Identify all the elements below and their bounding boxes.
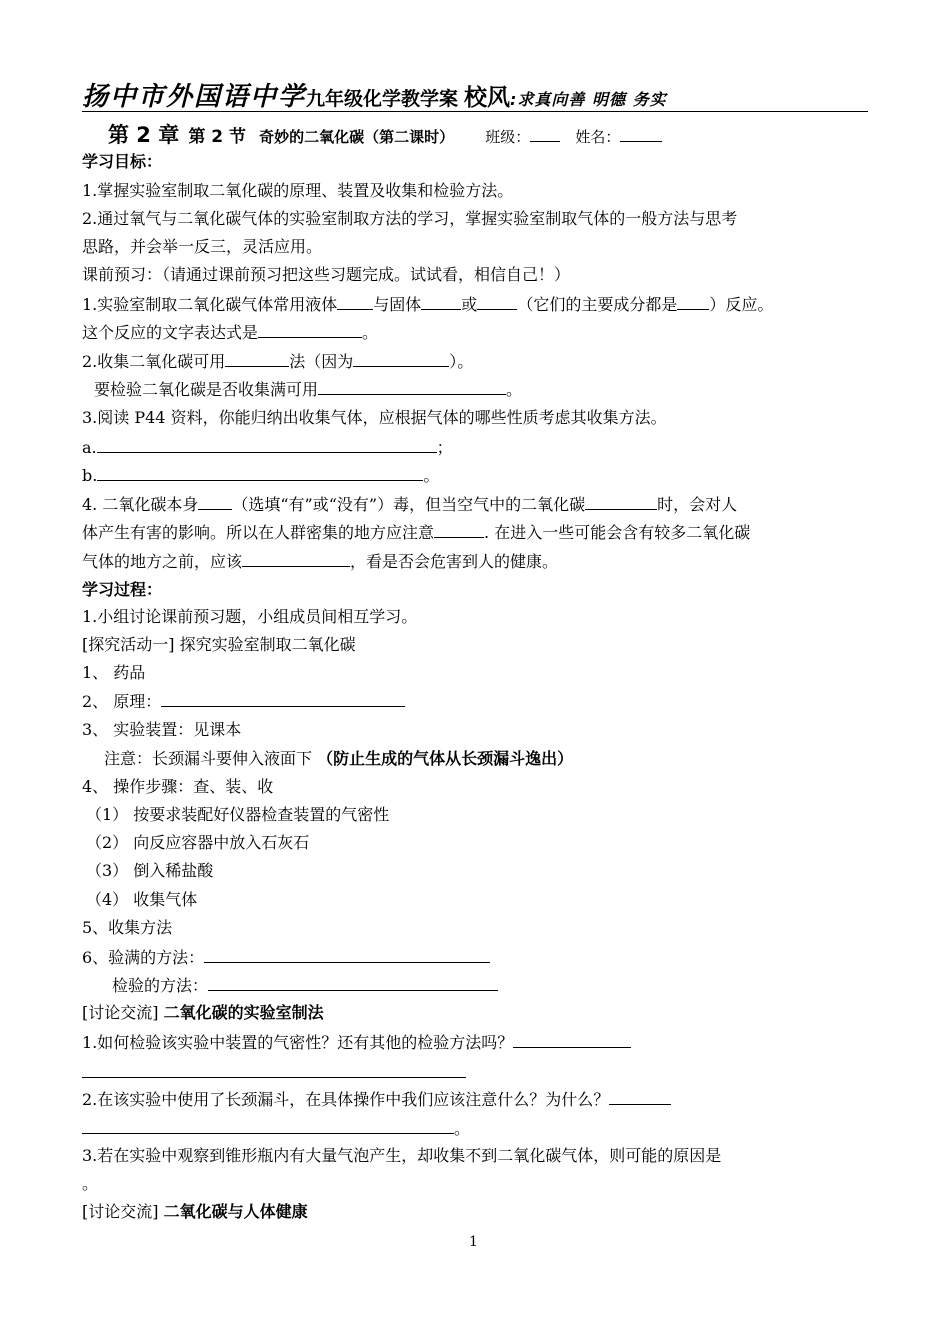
apparatus-note: [104, 749, 573, 769]
discussion-2-tag: [讨论交流]: [82, 1202, 164, 1221]
q1-text-a: 1.实验室制取二氧化碳气体常用液体: [82, 295, 338, 314]
q4-blank-ventilation[interactable]: [434, 522, 484, 538]
chapter-label: 第 2 章: [108, 123, 180, 147]
q3-a-end: ；: [436, 438, 453, 457]
preview-q2-line1: [82, 351, 473, 372]
operation-step-1: （1） 按要求装配好仪器检查装置的气密性: [86, 805, 390, 824]
q4-text-b: （选填“有”或“没有”）毒，但当空气中的二氧化碳: [232, 495, 586, 514]
verify-label: 检验的方法：: [112, 976, 209, 995]
objective-2-line2: 思路，并会举一反三，灵活应用。: [82, 237, 323, 256]
discussion-q2-end: 。: [454, 1119, 471, 1138]
full-test-blank[interactable]: [204, 947, 490, 963]
q1-text-b: 与固体: [373, 295, 422, 314]
page-number: 1: [469, 1234, 478, 1250]
q1-blank-solid2[interactable]: [477, 294, 517, 310]
school-name: 扬中市外国语中学: [82, 82, 307, 112]
q2-text-a: 2.收集二氧化碳可用: [82, 352, 226, 371]
q1-text-f: 这个反应的文字表达式是: [82, 323, 259, 342]
q3-b-label: b.: [82, 466, 98, 485]
process-heading: 学习过程：: [82, 580, 163, 599]
q1-blank-solid1[interactable]: [421, 294, 461, 310]
discussion-1-topic: 二氧化碳的实验室制法: [163, 1003, 324, 1022]
preview-q4-line2: [82, 522, 750, 543]
name-label: 姓名：: [575, 128, 621, 146]
q2-text-b: 法（因为: [289, 352, 354, 371]
q1-text-e: ）反应。: [709, 295, 774, 314]
class-label: 班级：: [485, 128, 531, 146]
q4-text-d: 体产生有害的影响。所以在人群密集的地方应注意: [82, 523, 435, 542]
preview-q3-a: [82, 437, 453, 458]
step-collection: 5、收集方法: [82, 918, 173, 937]
objectives-heading: 学习目标：: [82, 152, 163, 171]
discussion-q2: [82, 1089, 671, 1110]
document-header: [82, 76, 872, 110]
preview-q1-line1: [82, 294, 773, 315]
q2-blank-method[interactable]: [225, 351, 289, 367]
q4-text-a: 4. 二氧化碳本身: [82, 495, 199, 514]
preview-q3: 3.阅读 P44 资料，你能归纳出收集气体，应根据气体的哪些性质考虑其收集方法。: [82, 408, 667, 427]
q2-blank-full-test[interactable]: [318, 379, 506, 395]
header-subtitle: 九年级化学教学案: [306, 88, 459, 110]
discussion-q3: 3.若在实验中观察到锥形瓶内有大量气泡产生，却收集不到二氧化碳气体，则可能的原因是: [82, 1146, 722, 1165]
step-principle: [82, 691, 405, 712]
discussion-q2-answer: [82, 1118, 470, 1139]
objective-1: 1.掌握实验室制取二氧化碳的原理、装置及收集和检验方法。: [82, 181, 514, 200]
discussion-2-title: [82, 1202, 308, 1222]
section-label: 第 2 节: [188, 127, 246, 147]
q2-text-d: 要检验二氧化碳是否收集满可用: [94, 380, 319, 399]
header-divider: [82, 111, 868, 112]
discussion-q1: [82, 1032, 631, 1053]
class-field: [485, 128, 560, 146]
name-blank[interactable]: [620, 127, 662, 142]
discussion-1-title: [82, 1003, 324, 1023]
process-p1: 1.小组讨论课前预习题，小组成员间相互学习。: [82, 607, 418, 626]
motto-label: 校风: [464, 85, 511, 111]
q1-text-d: （它们的主要成分都是: [517, 295, 678, 314]
lesson-title: [108, 119, 662, 149]
operation-step-3: （3） 倒入稀盐酸: [86, 861, 214, 880]
q1-blank-equation[interactable]: [258, 322, 362, 338]
q2-blank-reason[interactable]: [353, 351, 449, 367]
q3-blank-b[interactable]: [97, 465, 423, 481]
operation-step-2: （2） 向反应容器中放入石灰石: [86, 833, 310, 852]
discussion-q1-blank[interactable]: [513, 1032, 631, 1048]
q2-text-c: ）。: [449, 352, 474, 371]
q4-blank-toxic[interactable]: [198, 494, 232, 510]
preview-q3-b: [82, 465, 439, 486]
note-reason: （防止生成的气体从长颈漏斗逸出）: [317, 749, 574, 768]
discussion-q2-blank[interactable]: [609, 1089, 671, 1105]
name-field: [575, 128, 662, 146]
discussion-q3-end: 。: [82, 1174, 99, 1193]
q4-text-f: 气体的地方之前，应该: [82, 552, 243, 571]
q3-a-label: a.: [82, 438, 97, 457]
q4-blank-level[interactable]: [585, 494, 657, 510]
preview-q1-line2: [82, 322, 378, 343]
lesson-topic: 奇妙的二氧化碳（第二课时）: [259, 128, 455, 146]
preview-q4-line1: [82, 494, 737, 515]
discussion-q2-text: 2.在该实验中使用了长颈漏斗，在具体操作中我们应该注意什么？为什么？: [82, 1090, 610, 1109]
discussion-2-topic: 二氧化碳与人体健康: [163, 1202, 308, 1221]
q3-b-end: 。: [423, 466, 440, 485]
q1-text-g: 。: [362, 323, 379, 342]
step-reagents: 1、 药品: [82, 663, 146, 682]
preview-q4-line3: [82, 551, 558, 572]
discussion-q2-answer-line[interactable]: [82, 1118, 454, 1134]
activity-1-title: [探究活动一] 探究实验室制取二氧化碳: [82, 635, 356, 654]
q3-blank-a[interactable]: [97, 437, 437, 453]
step-operations: 4、 操作步骤：查、装、收: [82, 777, 274, 796]
principle-blank[interactable]: [161, 691, 405, 707]
q4-text-g: ，看是否会危害到人的健康。: [350, 552, 559, 571]
q4-text-e: . 在进入一些可能会含有较多二氧化碳: [484, 523, 751, 542]
step-verify: [112, 975, 498, 996]
principle-label: 2、 原理：: [82, 692, 162, 711]
discussion-1-tag: [讨论交流]: [82, 1003, 164, 1022]
full-test-label: 6、验满的方法：: [82, 948, 205, 967]
q2-text-e: 。: [506, 380, 523, 399]
q1-text-c: 或: [461, 295, 478, 314]
verify-blank[interactable]: [208, 975, 498, 991]
q1-blank-liquid[interactable]: [337, 294, 373, 310]
preview-q2-line2: [94, 379, 522, 400]
q4-blank-action[interactable]: [242, 551, 350, 567]
class-blank[interactable]: [530, 127, 560, 142]
step-full-test: [82, 947, 490, 968]
discussion-q1-answer-line[interactable]: [82, 1077, 466, 1078]
school-motto: :求真向善 明德 务实: [510, 90, 667, 109]
discussion-q1-text: 1.如何检验该实验中装置的气密性？还有其他的检验方法吗？: [82, 1033, 514, 1052]
operation-step-4: （4） 收集气体: [86, 890, 198, 909]
q4-text-c: 时，会对人: [657, 495, 738, 514]
note-text: 注意：长颈漏斗要伸入液面下: [104, 749, 318, 768]
objective-2-line1: 2.通过氧气与二氧化碳气体的实验室制取方法的学习，掌握实验室制取气体的一般方法与思考: [82, 209, 738, 228]
preview-intro: 课前预习：（请通过课前预习把这些习题完成。试试看，相信自己！）: [82, 265, 571, 284]
q1-blank-component[interactable]: [677, 294, 709, 310]
step-apparatus: 3、 实验装置：见课本: [82, 720, 242, 739]
